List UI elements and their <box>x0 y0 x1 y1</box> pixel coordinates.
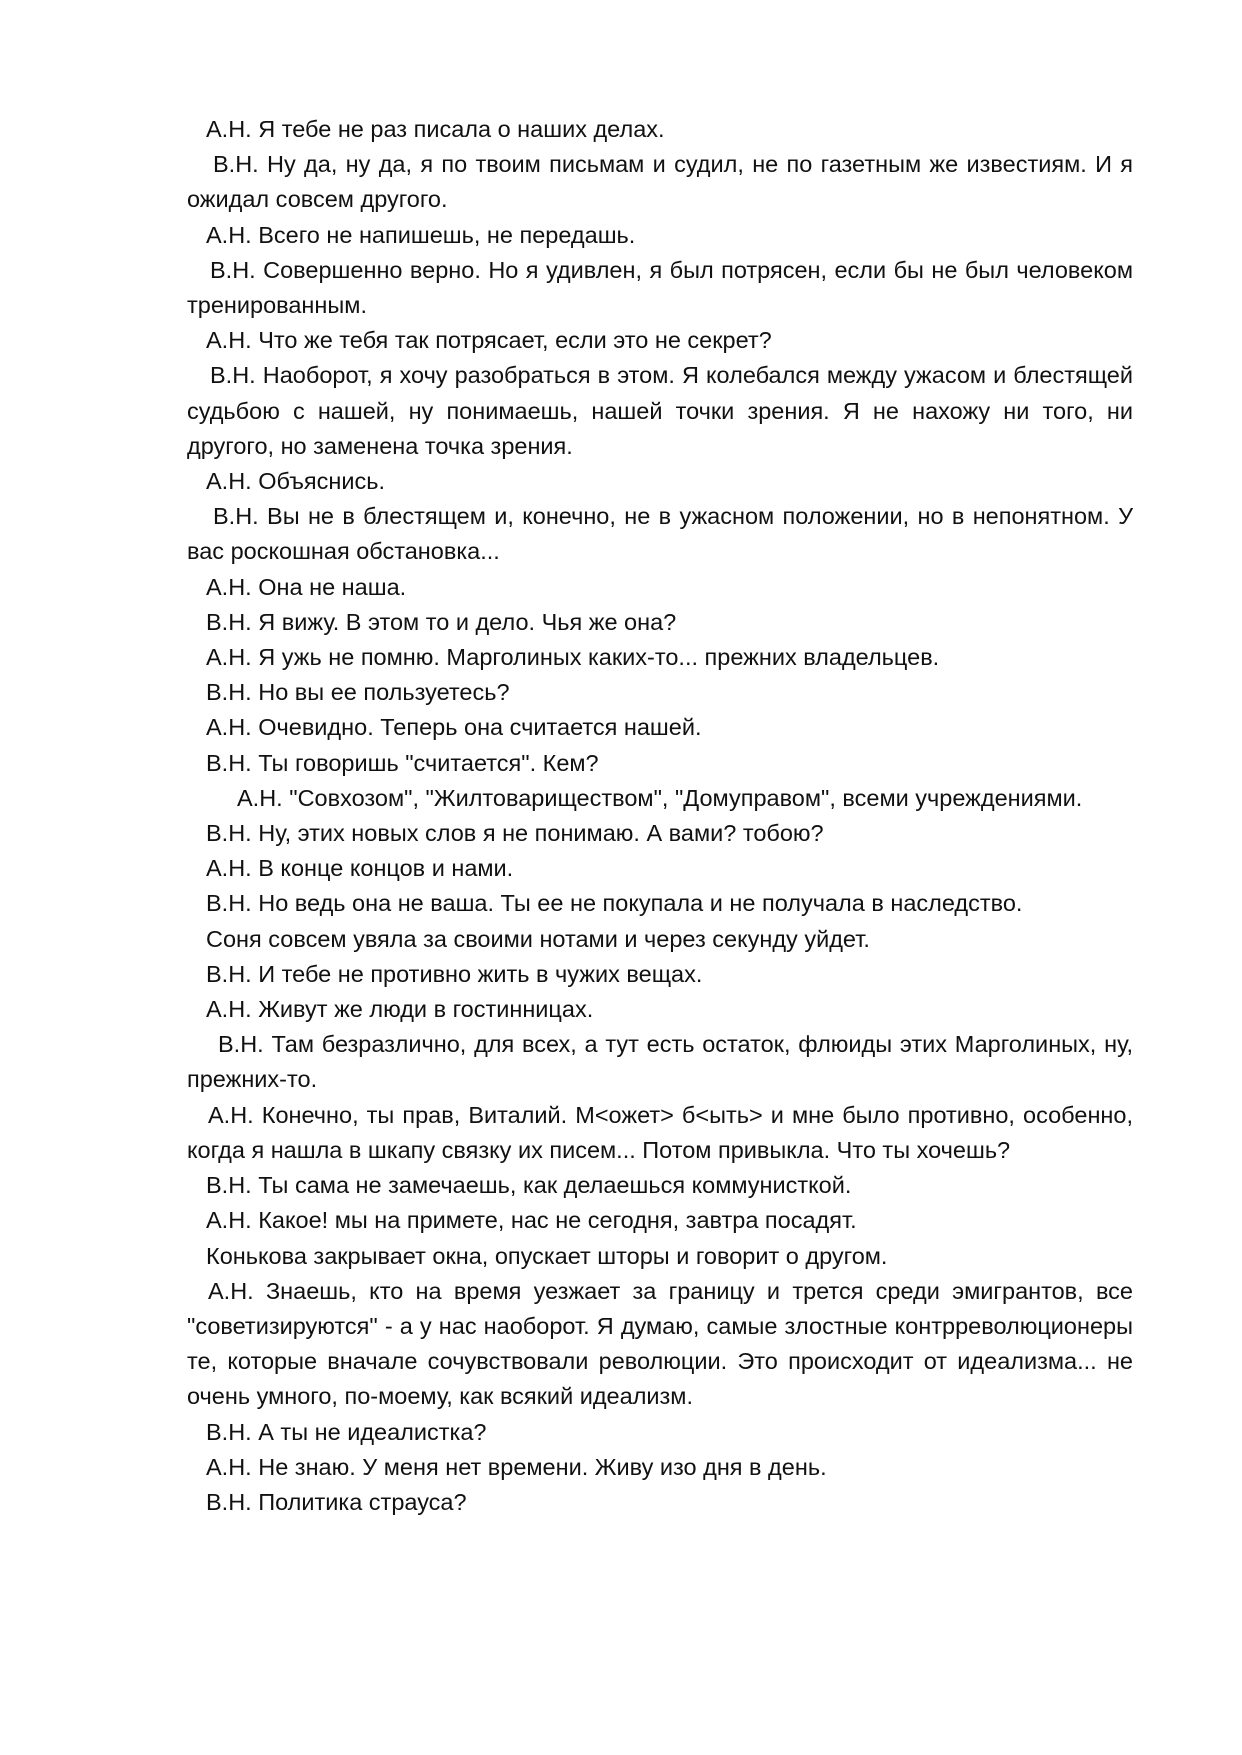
dialogue-line: А.Н. Какое! мы на примете, нас не сегодня, завтра посадят. <box>206 1207 857 1234</box>
dialogue-line: В.Н. И тебе не противно жить в чужих вещах. <box>206 960 703 987</box>
dialogue-line: А.Н. Я ужь не помню. Марголиных каких-то... прежних владельцев. <box>206 644 940 671</box>
dialogue-line: А.Н. Живут же люди в гостинницах. <box>206 996 594 1023</box>
dialogue-line: А.Н. Я тебе не раз писала о наших делах. <box>206 116 665 142</box>
dialogue-line: В.Н. Ты говоришь "считается". Кем? <box>206 749 599 776</box>
dialogue-line: А.Н. Не знаю. У меня нет времени. Живу изо дня в день. <box>206 1453 827 1480</box>
dialogue-line: В.Н. Совершенно верно. Но я удивлен, я был потрясен, если бы не был человеком тренированным. <box>187 256 1133 319</box>
stage-direction: Соня совсем увяла за своими нотами и через секунду уйдет. <box>206 925 870 952</box>
stage-direction: Конькова закрывает окна, опускает шторы и говорит о другом. <box>206 1242 888 1269</box>
dialogue-line: В.Н. Ну да, ну да, я по твоим письмам и судил, не по газетным же известиям. И я ожидал совсем другого. <box>187 151 1133 213</box>
dialogue-line: А.Н. Объяснись. <box>206 468 385 495</box>
dialogue-line: А.Н. Всего не напишешь, не передашь. <box>206 221 636 248</box>
dialogue-line: В.Н. Ну, этих новых слов я не понимаю. А вами? тобою? <box>206 820 824 847</box>
dialogue-line: А.Н. Конечно, ты прав, Виталий. М<ожет> б<ыть> и мне было противно, особенно, когда я нашла в шкапу связку их писем... Потом привыкла. Что ты хочешь? <box>187 1101 1133 1163</box>
dialogue-line: В.Н. Но ведь она не ваша. Ты ее не покупала и не получала в наследство. <box>206 890 1023 917</box>
dialogue-line: В.Н. Но вы ее пользуетесь? <box>206 679 510 706</box>
dialogue-line: В.Н. Ты сама не замечаешь, как делаешься коммунисткой. <box>206 1172 852 1199</box>
dialogue-line: А.Н. "Совхозом", "Жилтовариществом", "Домуправом", всеми учреждениями. <box>237 784 1083 811</box>
dialogue-line: В.Н. А ты не идеалистка? <box>206 1418 487 1445</box>
dialogue-line: А.Н. Знаешь, кто на время уезжает за границу и трется среди эмигрантов, все "советизируются" - а у нас наоборот. Я думаю, самые злостные контрреволюционеры те, которые вначале сочувствовали революции. Это происходит от идеализма... не очень умного, по-моему, как всякий идеализм. <box>187 1277 1133 1410</box>
dialogue-line: В.Н. Политика страуса? <box>206 1488 467 1515</box>
dialogue-line: А.Н. Она не наша. <box>206 573 407 600</box>
dialogue-line: А.Н. Что же тебя так потрясает, если это не секрет? <box>206 327 772 354</box>
dialogue-line: В.Н. Наоборот, я хочу разобраться в этом. Я колебался между ужасом и блестящей судьбою с нашей, ну понимаешь, нашей точки зрения. Я не нахожу ни того, ни другого, но заменена точка зрения. <box>187 362 1133 459</box>
dialogue-line: В.Н. Я вижу. В этом то и дело. Чья же она? <box>206 608 677 635</box>
dialogue-line: А.Н. В конце концов и нами. <box>206 855 514 882</box>
dialogue-line: В.Н. Вы не в блестящем и, конечно, не в ужасном положении, но в непонятном. У вас роскошная обстановка... <box>187 503 1133 565</box>
dialogue-line: А.Н. Очевидно. Теперь она считается нашей. <box>206 714 702 741</box>
play-dialogue-text <box>187 112 1133 1520</box>
dialogue-line: В.Н. Там безразлично, для всех, а тут есть остаток, флюиды этих Марголиных, ну, прежних-то. <box>187 1031 1133 1093</box>
